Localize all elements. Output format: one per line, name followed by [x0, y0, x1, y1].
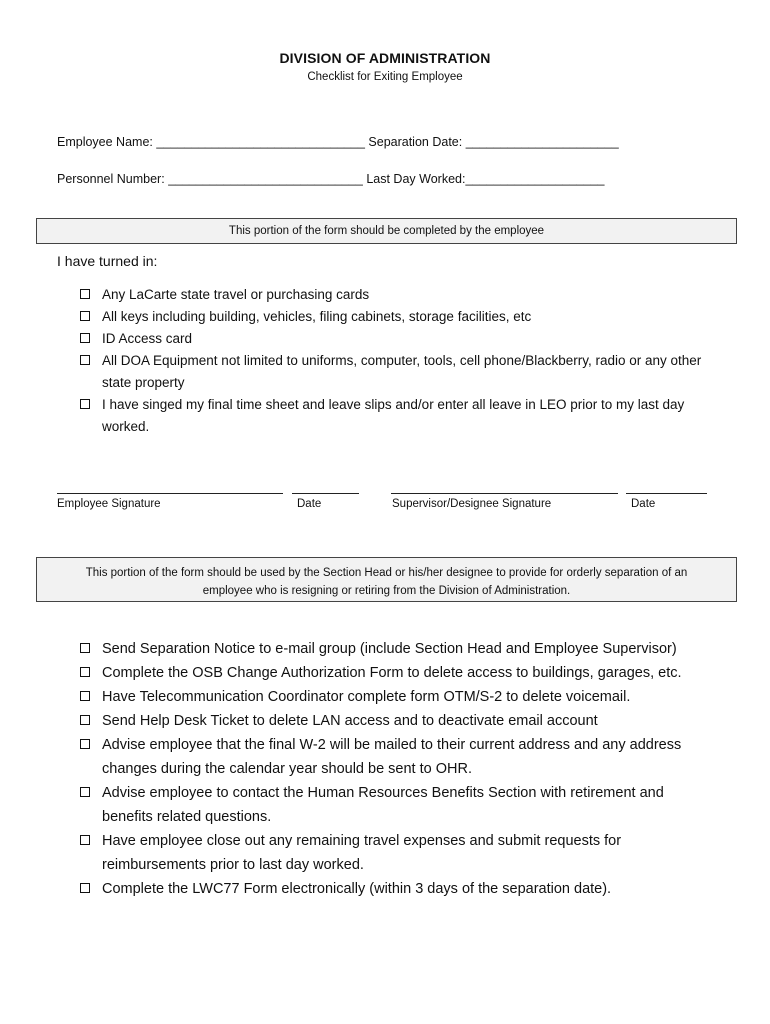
supervisor-date-label: Date: [631, 498, 656, 510]
employee-date-label: Date: [297, 498, 322, 510]
employee-section-banner: This portion of the form should be completed by the employee: [36, 218, 737, 244]
checklist-item-text: Advise employee that the final W-2 will be mailed to their current address and any address changes during the calendar year should be sent to OHR.: [102, 737, 682, 777]
checkbox[interactable]: [80, 715, 90, 725]
section-head-banner-line: employee who is resigning or retiring from the Division of Administration.: [202, 585, 571, 597]
checkbox[interactable]: [80, 333, 90, 343]
separation-date-field[interactable]: ______________________: [465, 135, 619, 149]
checkbox[interactable]: [80, 667, 90, 677]
checklist-item-text: All keys including building, vehicles, filing cabinets, storage facilities, etc: [102, 309, 532, 324]
last-day-worked-field[interactable]: ____________________: [465, 172, 605, 186]
list-item: [78, 733, 718, 781]
list-item: [78, 637, 718, 661]
checklist-item-text: Complete the OSB Change Authorization Form to delete access to buildings, garages, etc.: [102, 665, 682, 681]
section-head-banner: [36, 557, 737, 602]
section-head-checklist: [78, 637, 718, 901]
checkbox[interactable]: [80, 835, 90, 845]
list-item: [78, 284, 723, 306]
personnel-number-label: Personnel Number:: [57, 172, 165, 186]
list-item: [78, 328, 723, 350]
supervisor-signature-label: Supervisor/Designee Signature: [392, 498, 552, 510]
list-item: [78, 685, 718, 709]
supervisor-signature-line[interactable]: [391, 493, 618, 494]
checkbox[interactable]: [80, 643, 90, 653]
checklist-item-text: Have employee close out any remaining travel expenses and submit requests for reimbursements prior to last day worked.: [102, 833, 622, 873]
checklist-item-text: Have Telecommunication Coordinator complete form OTM/S-2 to delete voicemail.: [102, 689, 631, 705]
checklist-item-text: All DOA Equipment not limited to uniforms, computer, tools, cell phone/Blackberry, radio or any other state property: [102, 353, 702, 390]
checklist-item-text: Any LaCarte state travel or purchasing cards: [102, 287, 370, 302]
list-item: [78, 394, 723, 438]
form-subtitle: Checklist for Exiting Employee: [307, 71, 463, 83]
checkbox[interactable]: [80, 787, 90, 797]
last-day-worked-label: Last Day Worked:: [366, 172, 466, 186]
supervisor-date-line[interactable]: [626, 493, 707, 494]
list-item: [78, 350, 723, 394]
employee-name-label: Employee Name:: [57, 135, 153, 149]
employee-signature-line[interactable]: [57, 493, 283, 494]
checklist-item-text: Complete the LWC77 Form electronically (within 3 days of the separation date).: [102, 881, 612, 897]
checklist-item-text: Send Separation Notice to e-mail group (include Section Head and Employee Supervisor): [102, 641, 677, 657]
checkbox[interactable]: [80, 399, 90, 409]
turned-in-heading: I have turned in:: [57, 253, 158, 269]
list-item: [78, 829, 718, 877]
checkbox[interactable]: [80, 311, 90, 321]
employee-checklist: [78, 284, 723, 438]
separation-date-label: Separation Date:: [368, 135, 463, 149]
employee-name-field[interactable]: ______________________________: [156, 135, 365, 149]
checkbox[interactable]: [80, 739, 90, 749]
personnel-number-field[interactable]: ____________________________: [168, 172, 363, 186]
list-item: [78, 306, 723, 328]
list-item: [78, 781, 718, 829]
checkbox[interactable]: [80, 355, 90, 365]
personnel-lastday-row: [57, 172, 605, 186]
checklist-item-text: Send Help Desk Ticket to delete LAN access and to deactivate email account: [102, 713, 598, 729]
employee-date-line[interactable]: [292, 493, 359, 494]
checkbox[interactable]: [80, 883, 90, 893]
checkbox[interactable]: [80, 691, 90, 701]
checkbox[interactable]: [80, 289, 90, 299]
name-date-row: [57, 135, 619, 149]
checklist-item-text: I have singed my final time sheet and leave slips and/or enter all leave in LEO prior to my last day worked.: [102, 397, 685, 434]
list-item: [78, 709, 718, 733]
list-item: [78, 877, 718, 901]
section-head-banner-line: This portion of the form should be used by the Section Head or his/her designee to provide for orderly separation of an: [85, 567, 688, 579]
employee-signature-label: Employee Signature: [57, 498, 161, 510]
checklist-item-text: Advise employee to contact the Human Resources Benefits Section with retirement and benefits related questions.: [102, 785, 664, 825]
list-item: [78, 661, 718, 685]
checklist-item-text: ID Access card: [102, 331, 193, 346]
form-title: DIVISION OF ADMINISTRATION: [279, 50, 491, 66]
